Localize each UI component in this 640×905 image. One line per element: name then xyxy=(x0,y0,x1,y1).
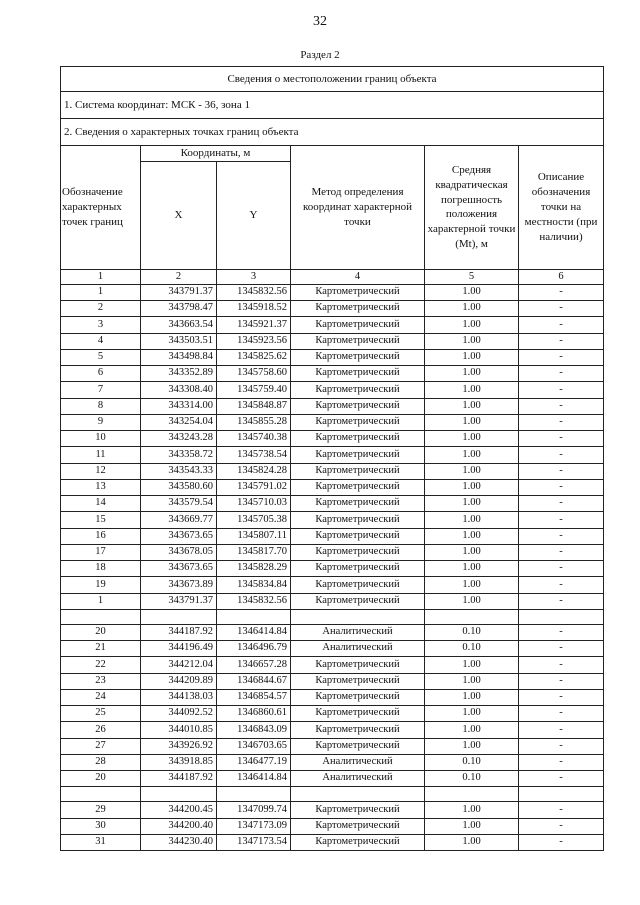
table-row xyxy=(61,818,604,834)
point-number-cell: 9 xyxy=(61,414,141,430)
method-cell: Аналитический xyxy=(291,771,425,787)
description-cell: - xyxy=(519,624,604,640)
error-cell: 1.00 xyxy=(425,738,519,754)
method-cell: Картометрический xyxy=(291,738,425,754)
error-cell: 0.10 xyxy=(425,624,519,640)
description-cell: - xyxy=(519,496,604,512)
empty-cell xyxy=(291,609,425,624)
error-cell: 1.00 xyxy=(425,577,519,593)
point-number-cell: 5 xyxy=(61,349,141,365)
table-row xyxy=(61,722,604,738)
description-cell: - xyxy=(519,577,604,593)
error-cell: 1.00 xyxy=(425,496,519,512)
x-coordinate-cell: 344187.92 xyxy=(141,771,217,787)
y-coordinate-cell: 1345758.60 xyxy=(217,366,291,382)
description-cell: - xyxy=(519,366,604,382)
point-number-cell: 10 xyxy=(61,431,141,447)
empty-cell xyxy=(291,787,425,802)
y-coordinate-cell: 1345832.56 xyxy=(217,284,291,300)
x-coordinate-cell: 343314.00 xyxy=(141,398,217,414)
description-cell: - xyxy=(519,544,604,560)
description-cell: - xyxy=(519,463,604,479)
description-cell: - xyxy=(519,834,604,850)
method-cell: Картометрический xyxy=(291,479,425,495)
error-cell: 1.00 xyxy=(425,689,519,705)
description-cell: - xyxy=(519,317,604,333)
table-title: Сведения о местоположении границ объекта xyxy=(61,67,604,92)
point-number-cell: 2 xyxy=(61,301,141,317)
point-number-cell: 27 xyxy=(61,738,141,754)
x-coordinate-cell: 343663.54 xyxy=(141,317,217,333)
method-cell: Картометрический xyxy=(291,317,425,333)
table-row xyxy=(61,333,604,349)
error-cell: 1.00 xyxy=(425,447,519,463)
table-row xyxy=(61,447,604,463)
description-cell: - xyxy=(519,818,604,834)
table-row xyxy=(61,624,604,640)
method-cell: Картометрический xyxy=(291,722,425,738)
empty-cell xyxy=(217,787,291,802)
description-cell: - xyxy=(519,754,604,770)
error-cell: 1.00 xyxy=(425,706,519,722)
empty-cell xyxy=(217,609,291,624)
y-coordinate-cell: 1345848.87 xyxy=(217,398,291,414)
empty-cell xyxy=(61,787,141,802)
point-number-cell: 13 xyxy=(61,479,141,495)
method-cell: Картометрический xyxy=(291,673,425,689)
method-cell: Картометрический xyxy=(291,414,425,430)
point-number-cell: 15 xyxy=(61,512,141,528)
point-number-cell: 8 xyxy=(61,398,141,414)
point-number-cell: 1 xyxy=(61,593,141,609)
x-coordinate-cell: 343543.33 xyxy=(141,463,217,479)
point-number-cell: 20 xyxy=(61,624,141,640)
error-cell: 1.00 xyxy=(425,333,519,349)
point-number-cell: 29 xyxy=(61,802,141,818)
table-row xyxy=(61,834,604,850)
y-coordinate-cell: 1345824.28 xyxy=(217,463,291,479)
description-cell: - xyxy=(519,349,604,365)
method-cell: Аналитический xyxy=(291,754,425,770)
x-coordinate-cell: 343243.28 xyxy=(141,431,217,447)
description-cell: - xyxy=(519,673,604,689)
y-coordinate-cell: 1346477.19 xyxy=(217,754,291,770)
y-coordinate-cell: 1346854.57 xyxy=(217,689,291,705)
method-cell: Картометрический xyxy=(291,398,425,414)
table-row xyxy=(61,463,604,479)
group-separator-row xyxy=(61,609,604,624)
y-coordinate-cell: 1345923.56 xyxy=(217,333,291,349)
description-cell: - xyxy=(519,447,604,463)
method-cell: Картометрический xyxy=(291,349,425,365)
y-coordinate-cell: 1347173.09 xyxy=(217,818,291,834)
table-row xyxy=(61,382,604,398)
x-coordinate-cell: 344092.52 xyxy=(141,706,217,722)
point-number-cell: 3 xyxy=(61,317,141,333)
column-number: 3 xyxy=(217,269,291,284)
table-row xyxy=(61,754,604,770)
y-coordinate-cell: 1345828.29 xyxy=(217,561,291,577)
table-row xyxy=(61,479,604,495)
empty-cell xyxy=(425,609,519,624)
column-number: 2 xyxy=(141,269,217,284)
header-method: Метод определения координат характерной точки xyxy=(291,146,425,270)
point-number-cell: 22 xyxy=(61,657,141,673)
boundary-table xyxy=(60,66,604,851)
method-cell: Картометрический xyxy=(291,333,425,349)
description-cell: - xyxy=(519,706,604,722)
method-cell: Картометрический xyxy=(291,366,425,382)
y-coordinate-cell: 1345705.38 xyxy=(217,512,291,528)
x-coordinate-cell: 343791.37 xyxy=(141,593,217,609)
description-cell: - xyxy=(519,382,604,398)
y-coordinate-cell: 1346414.84 xyxy=(217,771,291,787)
method-cell: Картометрический xyxy=(291,593,425,609)
error-cell: 1.00 xyxy=(425,398,519,414)
table-row xyxy=(61,802,604,818)
x-coordinate-cell: 343673.89 xyxy=(141,577,217,593)
error-cell: 1.00 xyxy=(425,284,519,300)
header-coordinates: Координаты, м xyxy=(141,146,291,162)
header-y: Y xyxy=(217,161,291,269)
method-cell: Картометрический xyxy=(291,512,425,528)
table-row xyxy=(61,349,604,365)
method-cell: Картометрический xyxy=(291,431,425,447)
y-coordinate-cell: 1346844.67 xyxy=(217,673,291,689)
x-coordinate-cell: 343352.89 xyxy=(141,366,217,382)
x-coordinate-cell: 343798.47 xyxy=(141,301,217,317)
y-coordinate-cell: 1345817.70 xyxy=(217,544,291,560)
description-cell: - xyxy=(519,479,604,495)
y-coordinate-cell: 1346657.28 xyxy=(217,657,291,673)
point-number-cell: 17 xyxy=(61,544,141,560)
x-coordinate-cell: 343498.84 xyxy=(141,349,217,365)
empty-cell xyxy=(519,609,604,624)
x-coordinate-cell: 344200.40 xyxy=(141,818,217,834)
table-row xyxy=(61,771,604,787)
error-cell: 1.00 xyxy=(425,431,519,447)
point-number-cell: 23 xyxy=(61,673,141,689)
error-cell: 1.00 xyxy=(425,528,519,544)
description-cell: - xyxy=(519,414,604,430)
table-row xyxy=(61,657,604,673)
description-cell: - xyxy=(519,333,604,349)
table-row xyxy=(61,414,604,430)
x-coordinate-cell: 343791.37 xyxy=(141,284,217,300)
y-coordinate-cell: 1345825.62 xyxy=(217,349,291,365)
description-cell: - xyxy=(519,689,604,705)
y-coordinate-cell: 1345834.84 xyxy=(217,577,291,593)
y-coordinate-cell: 1346496.79 xyxy=(217,641,291,657)
method-cell: Картометрический xyxy=(291,657,425,673)
x-coordinate-cell: 344138.03 xyxy=(141,689,217,705)
error-cell: 1.00 xyxy=(425,349,519,365)
y-coordinate-cell: 1345832.56 xyxy=(217,593,291,609)
method-cell: Картометрический xyxy=(291,284,425,300)
x-coordinate-cell: 343678.05 xyxy=(141,544,217,560)
point-number-cell: 31 xyxy=(61,834,141,850)
x-coordinate-cell: 344010.85 xyxy=(141,722,217,738)
error-cell: 1.00 xyxy=(425,366,519,382)
column-number: 4 xyxy=(291,269,425,284)
x-coordinate-cell: 343503.51 xyxy=(141,333,217,349)
point-number-cell: 4 xyxy=(61,333,141,349)
error-cell: 1.00 xyxy=(425,479,519,495)
error-cell: 1.00 xyxy=(425,593,519,609)
x-coordinate-cell: 343358.72 xyxy=(141,447,217,463)
point-number-cell: 28 xyxy=(61,754,141,770)
y-coordinate-cell: 1345759.40 xyxy=(217,382,291,398)
x-coordinate-cell: 343918.85 xyxy=(141,754,217,770)
description-cell: - xyxy=(519,398,604,414)
point-number-cell: 6 xyxy=(61,366,141,382)
point-number-cell: 25 xyxy=(61,706,141,722)
table-row xyxy=(61,544,604,560)
error-cell: 1.00 xyxy=(425,317,519,333)
point-number-cell: 30 xyxy=(61,818,141,834)
empty-cell xyxy=(141,609,217,624)
description-cell: - xyxy=(519,301,604,317)
error-cell: 1.00 xyxy=(425,722,519,738)
description-cell: - xyxy=(519,771,604,787)
column-number-row xyxy=(61,269,604,284)
y-coordinate-cell: 1346414.84 xyxy=(217,624,291,640)
method-cell: Картометрический xyxy=(291,496,425,512)
y-coordinate-cell: 1345710.03 xyxy=(217,496,291,512)
x-coordinate-cell: 343673.65 xyxy=(141,528,217,544)
point-number-cell: 7 xyxy=(61,382,141,398)
x-coordinate-cell: 344187.92 xyxy=(141,624,217,640)
description-cell: - xyxy=(519,641,604,657)
table-row xyxy=(61,398,604,414)
point-number-cell: 14 xyxy=(61,496,141,512)
description-cell: - xyxy=(519,722,604,738)
table-row xyxy=(61,689,604,705)
x-coordinate-cell: 343669.77 xyxy=(141,512,217,528)
error-cell: 1.00 xyxy=(425,414,519,430)
method-cell: Картометрический xyxy=(291,544,425,560)
y-coordinate-cell: 1345855.28 xyxy=(217,414,291,430)
table-row xyxy=(61,284,604,300)
error-cell: 0.10 xyxy=(425,641,519,657)
y-coordinate-cell: 1347173.54 xyxy=(217,834,291,850)
method-cell: Картометрический xyxy=(291,561,425,577)
point-number-cell: 16 xyxy=(61,528,141,544)
error-cell: 1.00 xyxy=(425,673,519,689)
point-number-cell: 18 xyxy=(61,561,141,577)
point-number-cell: 19 xyxy=(61,577,141,593)
y-coordinate-cell: 1346860.61 xyxy=(217,706,291,722)
method-cell: Картометрический xyxy=(291,818,425,834)
description-cell: - xyxy=(519,738,604,754)
section-title: Раздел 2 xyxy=(300,49,340,61)
method-cell: Картометрический xyxy=(291,463,425,479)
table-row xyxy=(61,561,604,577)
group-separator-row xyxy=(61,787,604,802)
column-number: 6 xyxy=(519,269,604,284)
empty-cell xyxy=(141,787,217,802)
x-coordinate-cell: 343580.60 xyxy=(141,479,217,495)
y-coordinate-cell: 1345738.54 xyxy=(217,447,291,463)
table-row xyxy=(61,738,604,754)
y-coordinate-cell: 1345921.37 xyxy=(217,317,291,333)
y-coordinate-cell: 1345807.11 xyxy=(217,528,291,544)
table-row xyxy=(61,673,604,689)
description-cell: - xyxy=(519,512,604,528)
x-coordinate-cell: 344212.04 xyxy=(141,657,217,673)
method-cell: Картометрический xyxy=(291,447,425,463)
point-number-cell: 12 xyxy=(61,463,141,479)
point-number-cell: 1 xyxy=(61,284,141,300)
error-cell: 1.00 xyxy=(425,301,519,317)
x-coordinate-cell: 343254.04 xyxy=(141,414,217,430)
page-number: 32 xyxy=(313,14,327,29)
error-cell: 1.00 xyxy=(425,834,519,850)
error-cell: 1.00 xyxy=(425,544,519,560)
y-coordinate-cell: 1345918.52 xyxy=(217,301,291,317)
table-row xyxy=(61,528,604,544)
y-coordinate-cell: 1347099.74 xyxy=(217,802,291,818)
header-point-label: Обозначение характерных точек границ xyxy=(61,146,141,270)
error-cell: 1.00 xyxy=(425,382,519,398)
table-row xyxy=(61,496,604,512)
method-cell: Картометрический xyxy=(291,706,425,722)
method-cell: Аналитический xyxy=(291,641,425,657)
error-cell: 1.00 xyxy=(425,818,519,834)
table-row xyxy=(61,577,604,593)
coordinate-system: 1. Система координат: МСК - 36, зона 1 xyxy=(61,92,604,119)
description-cell: - xyxy=(519,561,604,577)
y-coordinate-cell: 1346843.09 xyxy=(217,722,291,738)
empty-cell xyxy=(425,787,519,802)
method-cell: Картометрический xyxy=(291,689,425,705)
table-row xyxy=(61,301,604,317)
x-coordinate-cell: 344209.89 xyxy=(141,673,217,689)
point-number-cell: 24 xyxy=(61,689,141,705)
table-row xyxy=(61,317,604,333)
x-coordinate-cell: 343579.54 xyxy=(141,496,217,512)
method-cell: Аналитический xyxy=(291,624,425,640)
method-cell: Картометрический xyxy=(291,577,425,593)
method-cell: Картометрический xyxy=(291,834,425,850)
point-number-cell: 11 xyxy=(61,447,141,463)
x-coordinate-cell: 344200.45 xyxy=(141,802,217,818)
x-coordinate-cell: 344230.40 xyxy=(141,834,217,850)
method-cell: Картометрический xyxy=(291,528,425,544)
method-cell: Картометрический xyxy=(291,802,425,818)
empty-cell xyxy=(61,609,141,624)
header-x: X xyxy=(141,161,217,269)
y-coordinate-cell: 1346703.65 xyxy=(217,738,291,754)
y-coordinate-cell: 1345740.38 xyxy=(217,431,291,447)
description-cell: - xyxy=(519,593,604,609)
table-row xyxy=(61,706,604,722)
x-coordinate-cell: 343926.92 xyxy=(141,738,217,754)
table-row xyxy=(61,366,604,382)
description-cell: - xyxy=(519,657,604,673)
point-number-cell: 26 xyxy=(61,722,141,738)
description-cell: - xyxy=(519,284,604,300)
error-cell: 1.00 xyxy=(425,512,519,528)
header-description: Описание обозначения точки на местности (при наличии) xyxy=(519,146,604,270)
description-cell: - xyxy=(519,802,604,818)
x-coordinate-cell: 344196.49 xyxy=(141,641,217,657)
column-number: 1 xyxy=(61,269,141,284)
method-cell: Картометрический xyxy=(291,382,425,398)
point-number-cell: 21 xyxy=(61,641,141,657)
error-cell: 0.10 xyxy=(425,771,519,787)
table-row xyxy=(61,593,604,609)
error-cell: 0.10 xyxy=(425,754,519,770)
table-row xyxy=(61,512,604,528)
method-cell: Картометрический xyxy=(291,301,425,317)
header-error: Средняя квадратическая погрешность положения характерной точки (Mt), м xyxy=(425,146,519,270)
column-number: 5 xyxy=(425,269,519,284)
error-cell: 1.00 xyxy=(425,463,519,479)
empty-cell xyxy=(519,787,604,802)
x-coordinate-cell: 343308.40 xyxy=(141,382,217,398)
table-row xyxy=(61,431,604,447)
table-row xyxy=(61,641,604,657)
description-cell: - xyxy=(519,528,604,544)
point-number-cell: 20 xyxy=(61,771,141,787)
error-cell: 1.00 xyxy=(425,657,519,673)
error-cell: 1.00 xyxy=(425,561,519,577)
y-coordinate-cell: 1345791.02 xyxy=(217,479,291,495)
x-coordinate-cell: 343673.65 xyxy=(141,561,217,577)
error-cell: 1.00 xyxy=(425,802,519,818)
points-section-title: 2. Сведения о характерных точках границ объекта xyxy=(61,119,604,146)
description-cell: - xyxy=(519,431,604,447)
